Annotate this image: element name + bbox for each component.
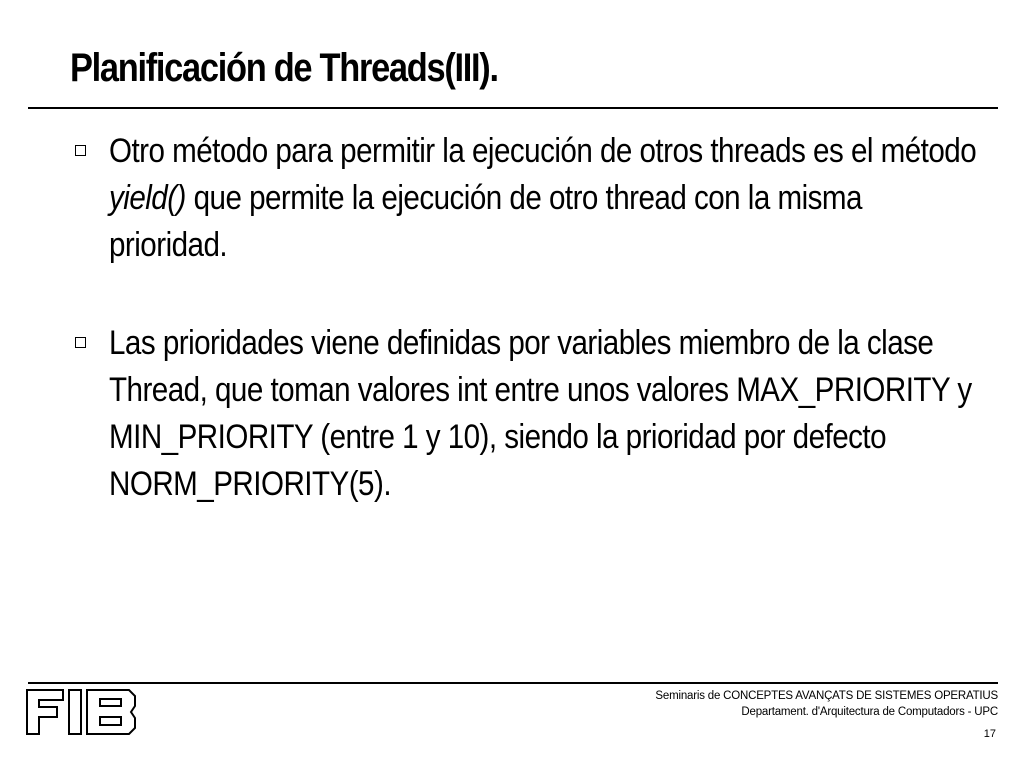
bullet-text-part: Otro método para permitir la ejecución de otros threads es el método [109, 132, 977, 170]
fib-logo [25, 688, 139, 741]
bullet-text [109, 128, 979, 269]
slide-title: Planificación de Threads(III). [70, 46, 498, 90]
bullet-text [109, 320, 979, 508]
bullet-code-emphasis: yield() [109, 179, 186, 217]
fib-logo-icon [25, 688, 139, 736]
bullet-text-part: Las prioridades viene definidas por variables miembro de la clase Thread, que toman valores int entre unos valores MAX_PRIORITY y MIN_PRIORITY (entre 1 y 10), siendo la prioridad por defecto NORM_PRIORITY(5). [109, 324, 972, 503]
bullet-item [74, 128, 1004, 269]
hollow-square-bullet-icon [75, 145, 86, 156]
hollow-square-bullet-icon [75, 337, 86, 348]
page-number: 17 [983, 728, 996, 740]
bullet-text-part: que permite la ejecución de otro thread con la misma prioridad. [109, 179, 862, 264]
bullet-item [74, 320, 1004, 508]
bullet-list [74, 128, 1004, 508]
footer-department-line: Departament. d'Arquitectura de Computadors - UPC [741, 706, 998, 718]
footer-credits [655, 688, 998, 720]
footer-seminar-line: Seminaris de CONCEPTES AVANÇATS DE SISTEMES OPERATIUS [655, 690, 998, 702]
title-divider [28, 107, 998, 109]
footer-divider [28, 682, 998, 684]
